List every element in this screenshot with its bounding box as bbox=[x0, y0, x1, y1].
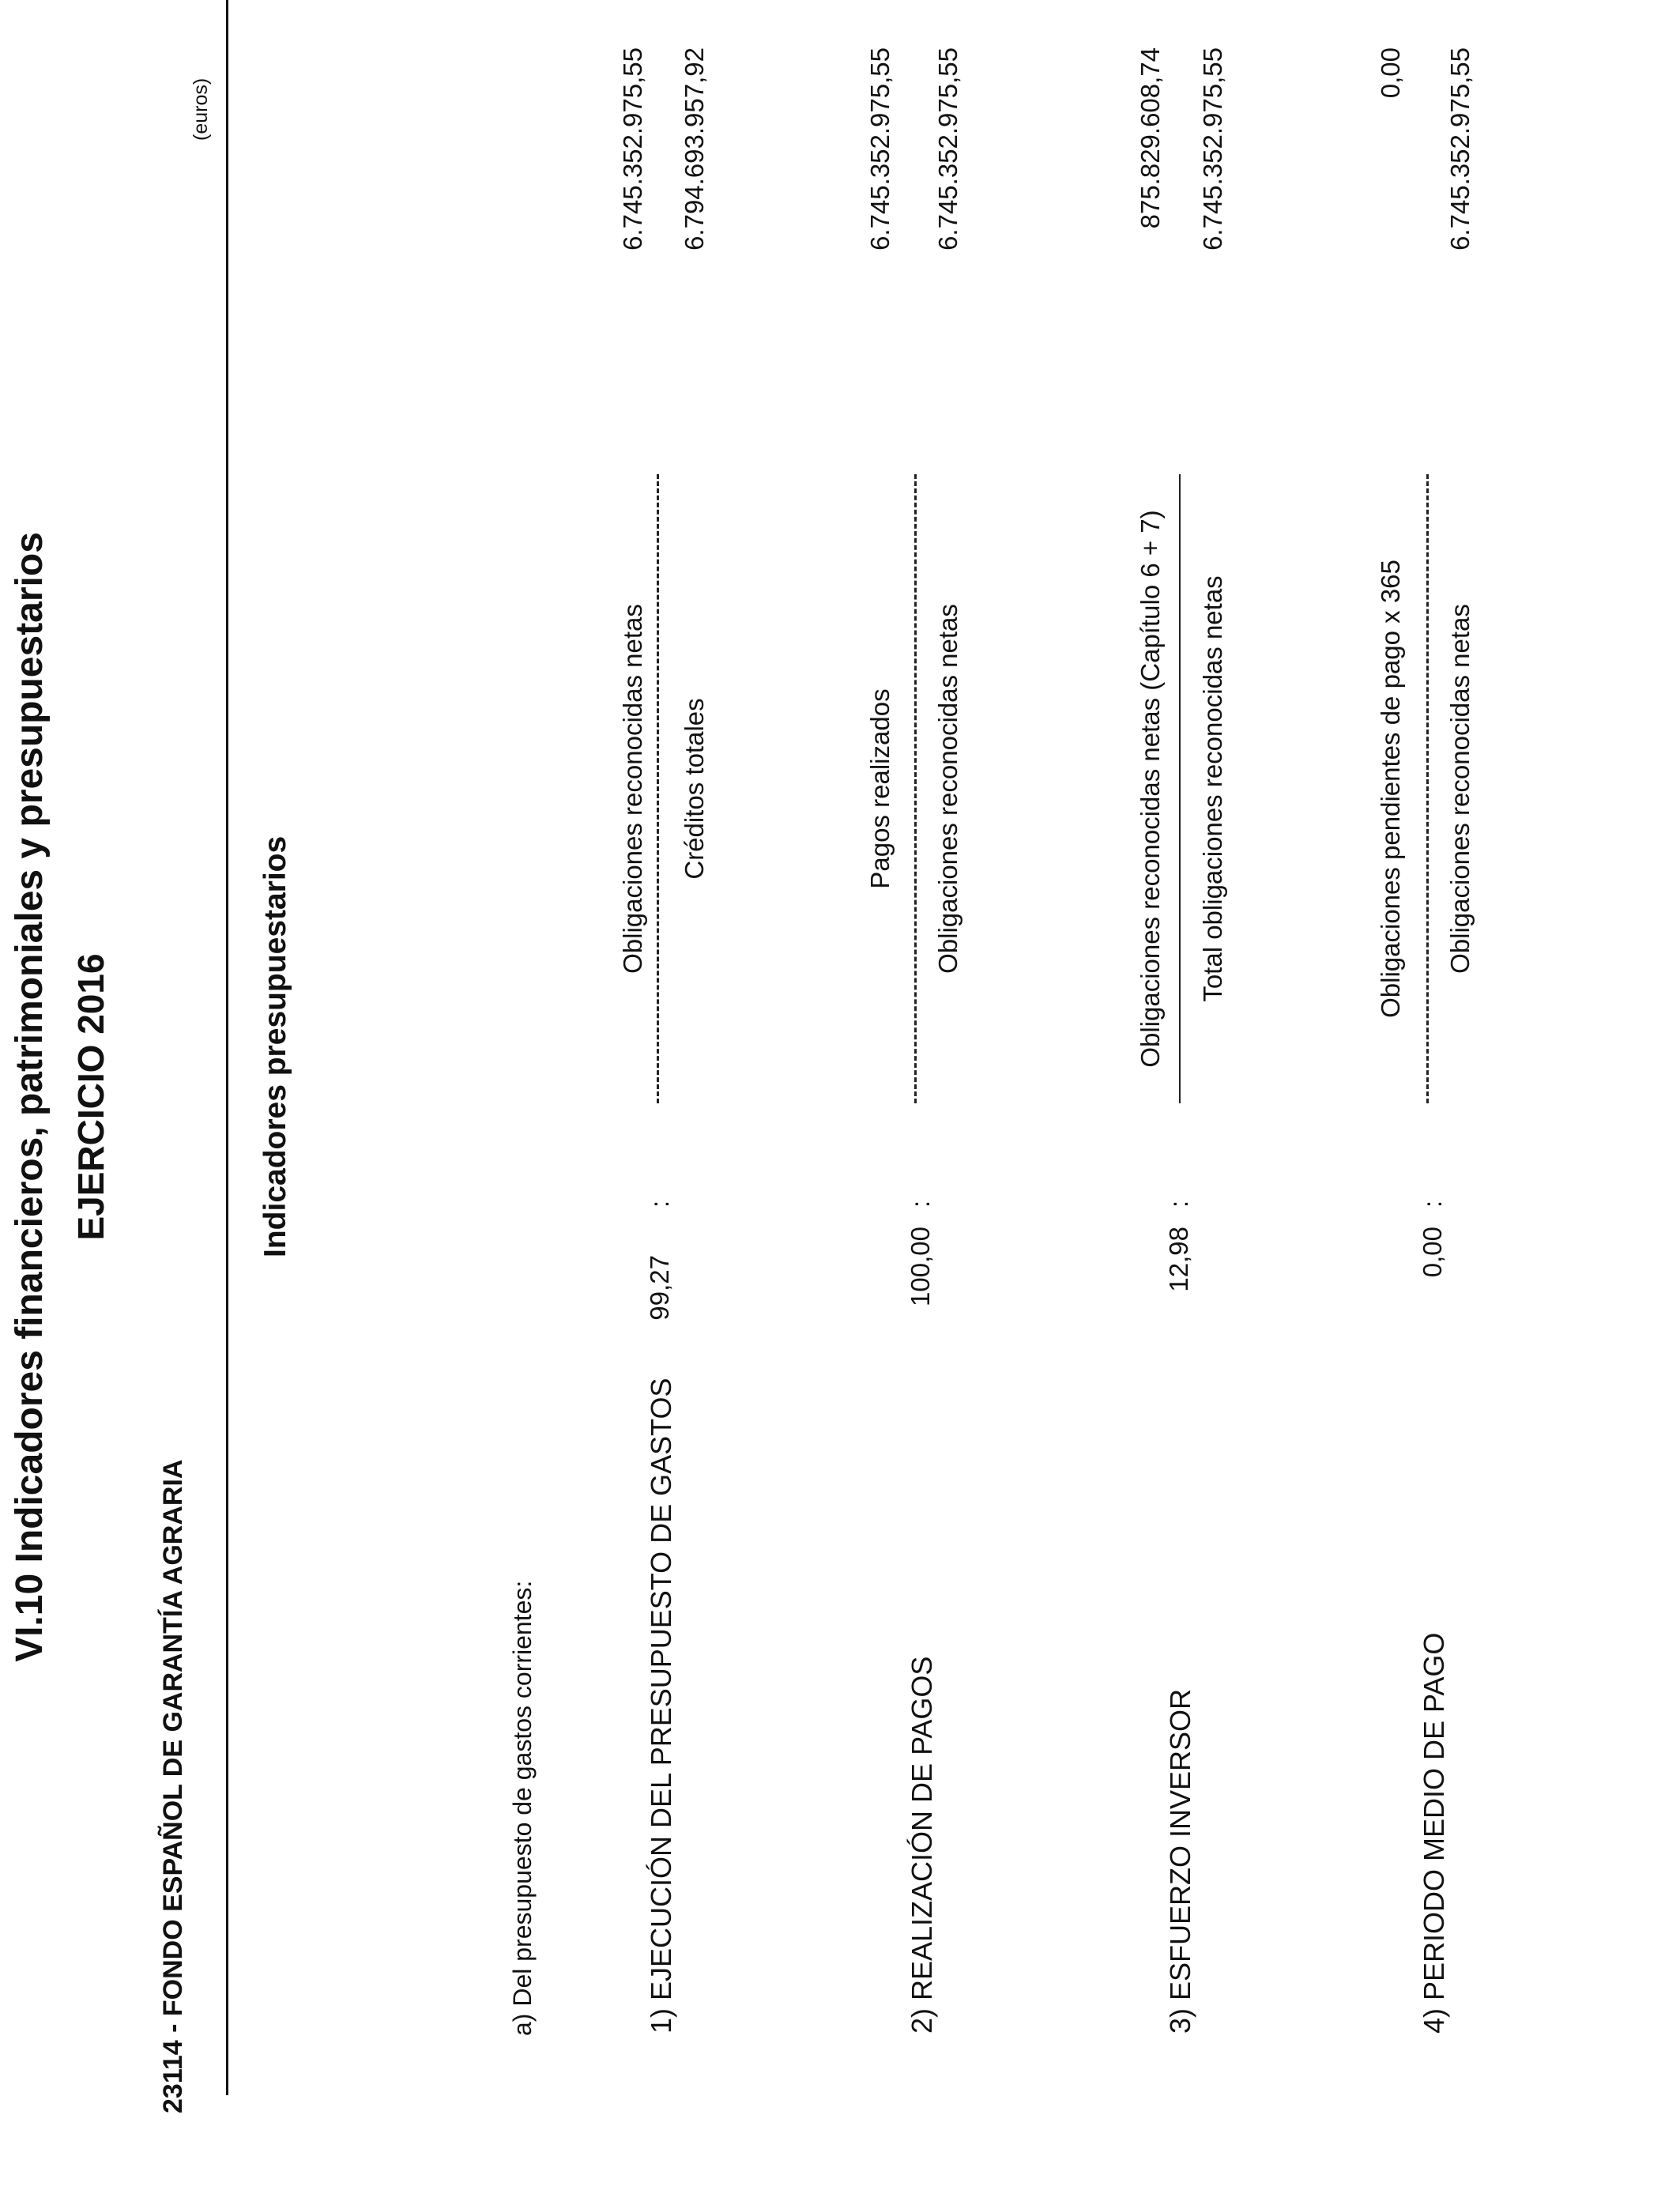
numerator-amount: 6.745.352.975,55 bbox=[618, 47, 647, 251]
document-title: VI.10 Indicadores financieros, patrimoniales y presupuestarios bbox=[9, 532, 51, 1662]
denominator-amount: 6.745.352.975,55 bbox=[1198, 47, 1227, 251]
denominator-amount: 6.745.352.975,55 bbox=[933, 47, 962, 251]
numerator-label: Obligaciones reconocidas netas bbox=[618, 604, 647, 974]
indicator-name: 1) EJECUCIÓN DEL PRESUPUESTO DE GASTOS bbox=[645, 1378, 677, 2034]
numerator-label: Obligaciones reconocidas netas (Capítulo 6 + 7) bbox=[1136, 510, 1165, 1068]
indicator-value: 100,00 bbox=[906, 1227, 935, 1306]
document-subtitle: EJERCICIO 2016 bbox=[70, 953, 111, 1241]
fraction-line bbox=[1426, 474, 1429, 1103]
numerator-amount: 6.745.352.975,55 bbox=[865, 47, 895, 251]
numerator-amount: 875.829.608,74 bbox=[1136, 47, 1165, 229]
group-label: a) Del presupuesto de gastos corrientes: bbox=[508, 1580, 537, 2036]
denominator-label: Obligaciones reconocidas netas bbox=[933, 604, 962, 974]
indicator-value: 99,27 bbox=[645, 1255, 674, 1321]
fraction-line bbox=[657, 474, 659, 1103]
numerator-label: Obligaciones pendientes de pago x 365 bbox=[1376, 560, 1405, 1018]
numerator-label: Pagos realizados bbox=[865, 688, 895, 889]
denominator-label: Obligaciones reconocidas netas bbox=[1445, 604, 1475, 974]
fraction-line bbox=[914, 474, 917, 1103]
denominator-amount: 6.745.352.975,55 bbox=[1445, 47, 1475, 251]
indicator-colon: : bbox=[1164, 1200, 1193, 1208]
entity-name: 23114 - FONDO ESPAÑOL DE GARANTÍA AGRARIA bbox=[158, 1459, 188, 2113]
section-title: Indicadores presupuestarios bbox=[258, 835, 292, 1257]
fraction-line bbox=[1179, 474, 1181, 1103]
header-rule bbox=[226, 0, 228, 2095]
indicator-colon: : bbox=[1418, 1200, 1447, 1208]
indicator-name: 3) ESFUERZO INVERSOR bbox=[1164, 1688, 1196, 2034]
indicator-colon: : bbox=[645, 1200, 674, 1208]
indicator-value: 12,98 bbox=[1164, 1227, 1193, 1292]
denominator-label: Total obligaciones reconocidas netas bbox=[1198, 575, 1227, 1002]
numerator-amount: 0,00 bbox=[1376, 47, 1405, 99]
indicator-value: 0,00 bbox=[1418, 1227, 1447, 1278]
units-label: (euros) bbox=[190, 77, 212, 141]
denominator-label: Créditos totales bbox=[680, 698, 709, 880]
indicator-name: 2) REALIZACIÓN DE PAGOS bbox=[906, 1656, 938, 2034]
indicator-colon: : bbox=[906, 1200, 935, 1208]
indicator-name: 4) PERIODO MEDIO DE PAGO bbox=[1418, 1632, 1450, 2034]
denominator-amount: 6.794.693.957,92 bbox=[680, 47, 709, 251]
